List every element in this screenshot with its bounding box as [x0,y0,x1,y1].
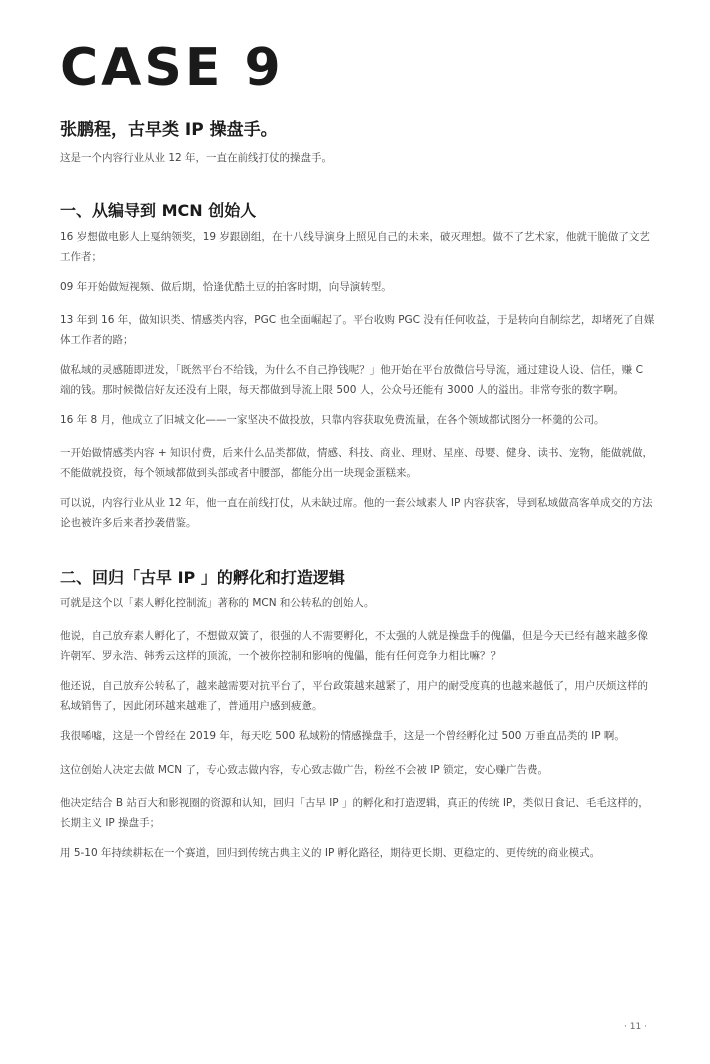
section-1-paragraph: 一开始做情感类内容 + 知识付费，后来什么品类都做，情感、科技、商业、理财、星座、母婴、健身、读书、宠物，能做就做，不能做就投资，每个领域都做到头部或者中腰部，都能分出一块现金蛋糕来。 [60,447,653,479]
section-2-paragraph: 他说，自己放弃素人孵化了，不想做双簧了，很强的人不需要孵化，不太强的人就是操盘手的傀儡，但是今天已经有越来越多像许朝军、罗永浩、韩秀云这样的顶流，一个被你控制和影响的傀儡，能有任何竞争力相比嘛？？ [60,630,648,662]
section-2-paragraph: 他还说，自己放弃公转私了，越来越需要对抗平台了，平台政策越来越紧了，用户的耐受度真的也越来越低了，用户厌烦这样的私域销售了，因此闭环越来越难了，普通用户感到疲惫。 [60,680,648,712]
section-2-heading: 二、回归「古早 IP 」的孵化和打造逻辑 [60,568,345,587]
case-title: CASE 9 [60,38,284,98]
section-2-paragraph: 他决定结合 B 站百大和影视圈的资源和认知，回归「古早 IP 」的孵化和打造逻辑，真正的传统 IP，类似日食记、毛毛这样的，长期主义 IP 操盘手； [60,797,649,829]
section-1-paragraph: 09 年开始做短视频、做后期，恰逢优酷土豆的拍客时期，向导演转型。 [60,281,392,293]
section-1-paragraph: 16 岁想做电影人上戛纳领奖，19 岁跟剧组，在十八线导演身上照见自己的未来，破灭理想。做不了艺术家，他就干脆做了文艺工作者； [60,231,650,263]
page-number: · 11 · [624,1022,647,1032]
section-2-paragraph: 我很唏嘘，这是一个曾经在 2019 年，每天吃 500 私域粉的情感操盘手，这是一个曾经孵化过 500 万垂直品类的 IP 啊。 [60,730,625,742]
section-2-paragraph: 可就是这个以「素人孵化控制流」著称的 MCN 和公转私的创始人。 [60,597,375,609]
section-1-heading: 一、从编导到 MCN 创始人 [60,201,257,220]
section-2-paragraph: 用 5-10 年持续耕耘在一个赛道，回归到传统古典主义的 IP 孵化路径，期待更长期、更稳定的、更传统的商业模式。 [60,847,601,859]
case-subtitle: 张鹏程，古早类 IP 操盘手。 [60,120,278,140]
intro-text: 这是一个内容行业从业 12 年，一直在前线打仗的操盘手。 [60,152,333,164]
section-1-paragraph: 可以说，内容行业从业 12 年，他一直在前线打仗，从未缺过席。他的一套公域素人 IP 内容获客，导到私域做高客单成交的方法论也被许多后来者抄袭借鉴。 [60,497,653,529]
section-2-paragraph: 这位创始人决定去做 MCN 了，专心致志做内容，专心致志做广告，粉丝不会被 IP 锁定，安心赚广告费。 [60,764,549,776]
section-1-paragraph: 16 年 8 月，他成立了旧城文化——一家坚决不做投放，只靠内容获取免费流量，在各个领域都试图分一杯羹的公司。 [60,414,605,426]
section-1-paragraph: 做私域的灵感随即迸发，「既然平台不给钱，为什么不自己挣钱呢？」他开始在平台放微信号导流，通过建设人设、信任，赚 C 端的钱。那时候微信好友还没有上限，每天都做到导流上限 500 人，公众号还能有 3000 人的溢出。非常夸张的数字啊。 [60,364,643,396]
section-1-paragraph: 13 年到 16 年，做知识类、情感类内容，PGC 也全面崛起了。平台收购 PGC 没有任何收益，于是转向自制综艺，却堵死了自媒体工作者的路； [60,314,655,346]
